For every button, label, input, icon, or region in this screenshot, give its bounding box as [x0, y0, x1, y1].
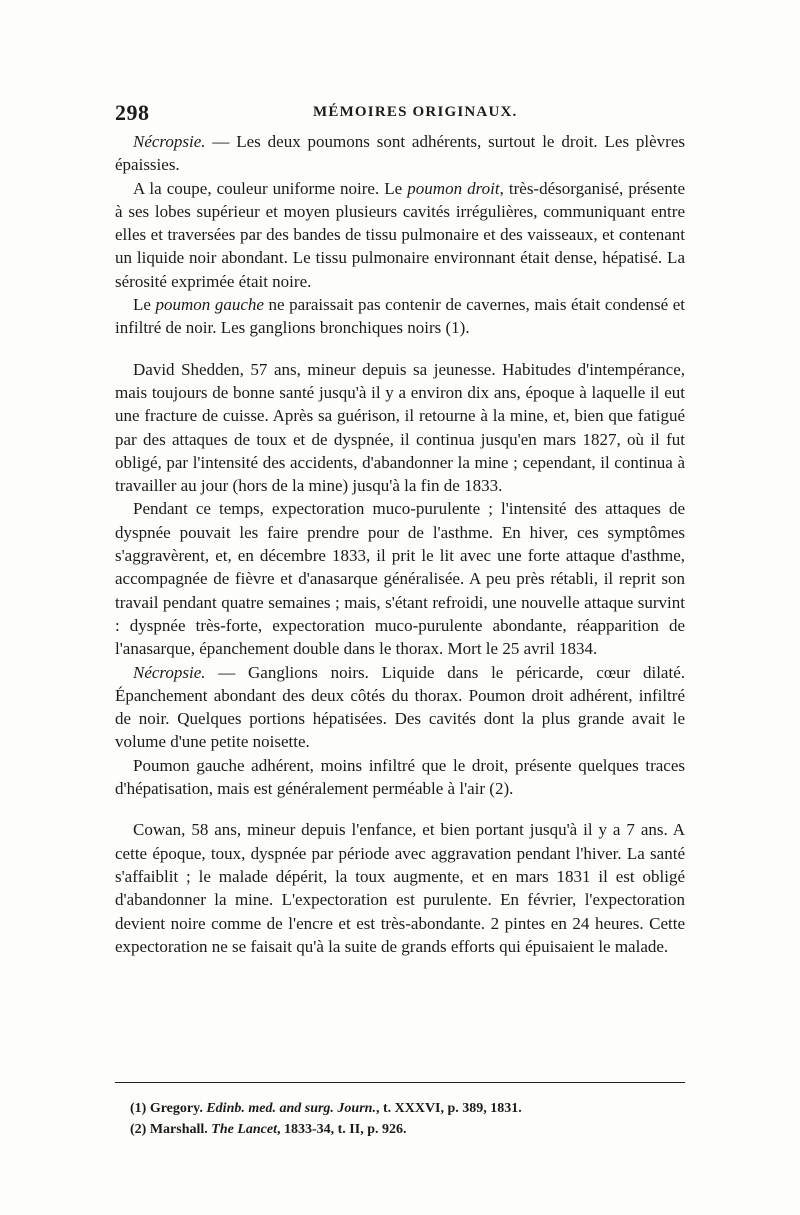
- footnote-1: (1) Gregory. Edinb. med. and surg. Journ., t. XXXVI, p. 389, 1831.: [130, 1101, 522, 1116]
- case2-left-lung-paragraph: Poumon gauche adhérent, moins infiltré que le droit, présente quelques traces d'hépatisation, mais est généralement perméable à l'air (2).: [115, 755, 685, 799]
- section-gap: [115, 340, 685, 358]
- case1-necropsie-paragraph: Nécropsie. — Les deux poumons sont adhérents, surtout le droit. Les plèvres épaissies.: [115, 132, 685, 175]
- case2-history-paragraph: David Shedden, 57 ans, mineur depuis sa jeunesse. Habitudes d'intempérance, mais toujours de bonne santé jusqu'à il y a environ dix ans, époque à laquelle il eut une fracture de cuisse. Après sa guérison, il retourne à la mine, et, bien que fatigué par des attaques de toux et de dyspnée, il continua jusqu'en mars 1827, où il fut obligé, par l'intensité des accidents, d'abandonner la mine ; cependant, il continua à travailler au jour (hors de la mine) jusqu'à la fin de 1833.: [115, 359, 685, 496]
- necropsie-label: Nécropsie.: [133, 662, 206, 682]
- case3-history-paragraph: Cowan, 58 ans, mineur depuis l'enfance, et bien portant jusqu'à il y a 7 ans. A cette époque, toux, dyspnée par période avec aggravation pendant l'hiver. La santé s'affaiblit ; le malade dépérit, la toux augmente, et en mars 1831 il est obligé d'abandonner la mine. L'expectoration est purulente. En février, l'expectoration devient noire comme de l'encre et est très-abondante. 2 pintes en 24 heures. Cette expectoration ne se faisait qu'à la suite de grands efforts qui épuisaient le malade.: [115, 820, 685, 956]
- footnote-divider: [115, 1082, 685, 1083]
- case1-left-lung-paragraph: Le poumon gauche ne paraissait pas contenir de cavernes, mais était condensé et infiltré de noir. Les ganglions bronchiques noirs (1).: [115, 295, 685, 338]
- case2-necropsie-paragraph: Nécropsie. — Ganglions noirs. Liquide dans le péricarde, cœur dilaté. Épanchement abondant des deux côtés du thorax. Poumon droit adhérent, infiltré de noir. Quelques portions hépatisées. Des cavités dont la plus grande avait le volume d'une petite noisette.: [115, 662, 685, 752]
- case1-right-lung-paragraph: A la coupe, couleur uniforme noire. Le poumon droit, très-désorganisé, présente à ses lobes supérieur et moyen plusieurs cavités irrégulières, communiquant entre elles et traversées par des bandes de tissu pulmonaire et des vaisseaux, et contenant un liquide noir abondant. Le tissu pulmonaire environnant était dense, hépatisé. La sérosité exprimée était noire.: [115, 178, 685, 291]
- necropsie-label: Nécropsie.: [133, 132, 206, 151]
- running-title: MÉMOIRES ORIGINAUX.: [313, 104, 518, 120]
- section-gap: [115, 800, 685, 818]
- case2-course-paragraph: Pendant ce temps, expectoration muco-purulente ; l'intensité des attaques de dyspnée pouvait les faire prendre pour de l'asthme. En hiver, ces symptômes s'aggravèrent, et, en décembre 1833, il prit le lit avec une forte attaque d'asthme, accompagnée de fièvre et d'anasarque généralisée. A peu près rétabli, il reprit son travail pendant quatre semaines ; mais, s'étant refroidi, une nouvelle attaque survint : dyspnée très-forte, expectoration muco-purulente abondante, réapparition de l'anasarque, épanchement double dans le thorax. Mort le 25 avril 1834.: [115, 499, 685, 659]
- page-body: [115, 130, 685, 958]
- page-header: [115, 100, 685, 126]
- page-number: 298: [115, 100, 150, 125]
- footnote-2: (2) Marshall. The Lancet, 1833-34, t. II, p. 926.: [130, 1122, 407, 1137]
- footnotes: [130, 1098, 685, 1140]
